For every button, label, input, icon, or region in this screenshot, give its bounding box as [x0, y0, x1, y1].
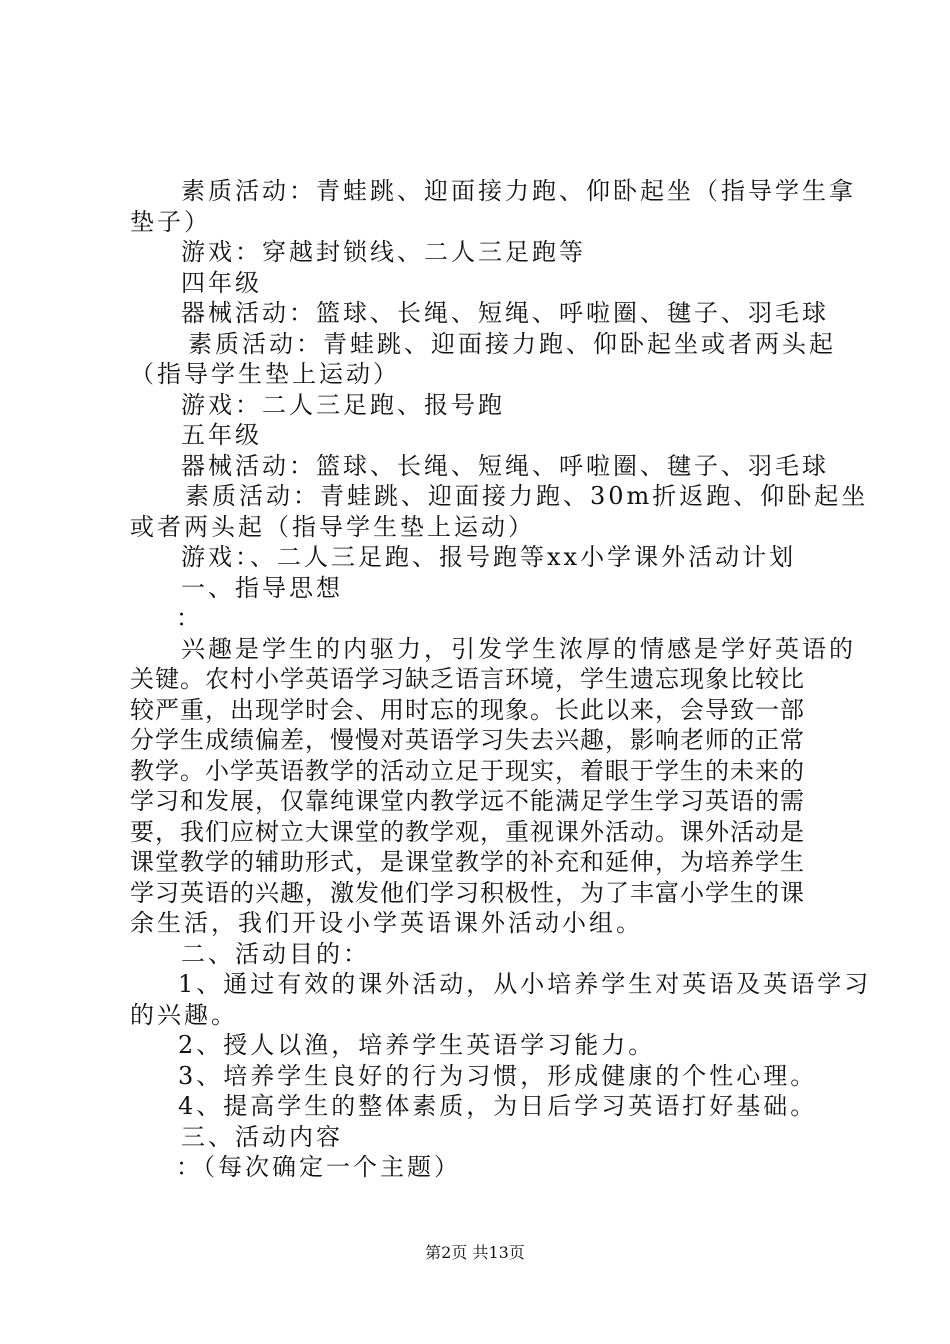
text-line: 游戏：、二人三足跑、报号跑等xx小学课外活动计划	[181, 543, 797, 571]
text-line: 游戏：穿越封锁线、二人三足跑等	[181, 238, 586, 266]
text-line: 或者两头起（指导学生垫上运动）	[130, 513, 535, 541]
text-line: 4、提高学生的整体素质，为日后学习英语打好基础。	[178, 1092, 818, 1120]
section-heading: 一、指导思想	[181, 574, 343, 602]
text-line: 课堂教学的辅助形式，是课堂教学的补充和延伸，为培养学生	[130, 848, 805, 876]
section-heading: 三、活动内容	[181, 1123, 343, 1151]
text-line: 1、通过有效的课外活动，从小培养学生对英语及英语学习	[178, 970, 872, 998]
text-line: 素质活动：青蛙跳、迎面接力跑、仰卧起坐（指导学生拿	[181, 177, 856, 205]
text-line: 器械活动：篮球、长绳、短绳、呼啦圈、毽子、羽毛球	[181, 452, 829, 480]
text-line: 要，我们应树立大课堂的教学观，重视课外活动。课外活动是	[130, 818, 805, 846]
text-line: 素质活动：青蛙跳、迎面接力跑、仰卧起坐或者两头起	[188, 330, 836, 358]
text-line: 较严重，出现学时会、用时忘的现象。长此以来，会导致一部	[130, 696, 805, 724]
text-line: 垫子）	[130, 208, 211, 236]
text-line: 素质活动：青蛙跳、迎面接力跑、30m折返跑、仰卧起坐	[185, 482, 869, 510]
text-line: 学习和发展，仅靠纯课堂内教学远不能满足学生学习英语的需	[130, 787, 805, 815]
text-line: 游戏：二人三足跑、报号跑	[181, 391, 505, 419]
text-line: 2、授人以渔，培养学生英语学习能力。	[178, 1031, 656, 1059]
text-line: 关键。农村小学英语学习缺乏语言环境，学生遗忘现象比较比	[130, 665, 805, 693]
page-footer: 第2页 共13页	[425, 1243, 525, 1262]
text-line: 四年级	[181, 269, 262, 297]
text-line: ：	[176, 604, 203, 632]
text-line: 五年级	[181, 421, 262, 449]
text-line: 3、培养学生良好的行为习惯，形成健康的个性心理。	[178, 1062, 818, 1090]
section-heading: 二、活动目的：	[181, 940, 370, 968]
text-line: 兴趣是学生的内驱力，引发学生浓厚的情感是学好英语的	[181, 635, 856, 663]
text-line: 余生活，我们开设小学英语课外活动小组。	[130, 909, 643, 937]
text-line: 器械活动：篮球、长绳、短绳、呼啦圈、毽子、羽毛球	[181, 299, 829, 327]
text-line: 教学。小学英语教学的活动立足于现实，着眼于学生的未来的	[130, 757, 805, 785]
text-line: ：（每次确定一个主题）	[176, 1153, 461, 1181]
text-line: 的兴趣。	[130, 1001, 238, 1029]
text-line: 分学生成绩偏差，慢慢对英语学习失去兴趣，影响老师的正常	[130, 726, 805, 754]
text-line: （指导学生垫上运动）	[130, 360, 400, 388]
text-line: 学习英语的兴趣，激发他们学习积极性，为了丰富小学生的课	[130, 879, 805, 907]
